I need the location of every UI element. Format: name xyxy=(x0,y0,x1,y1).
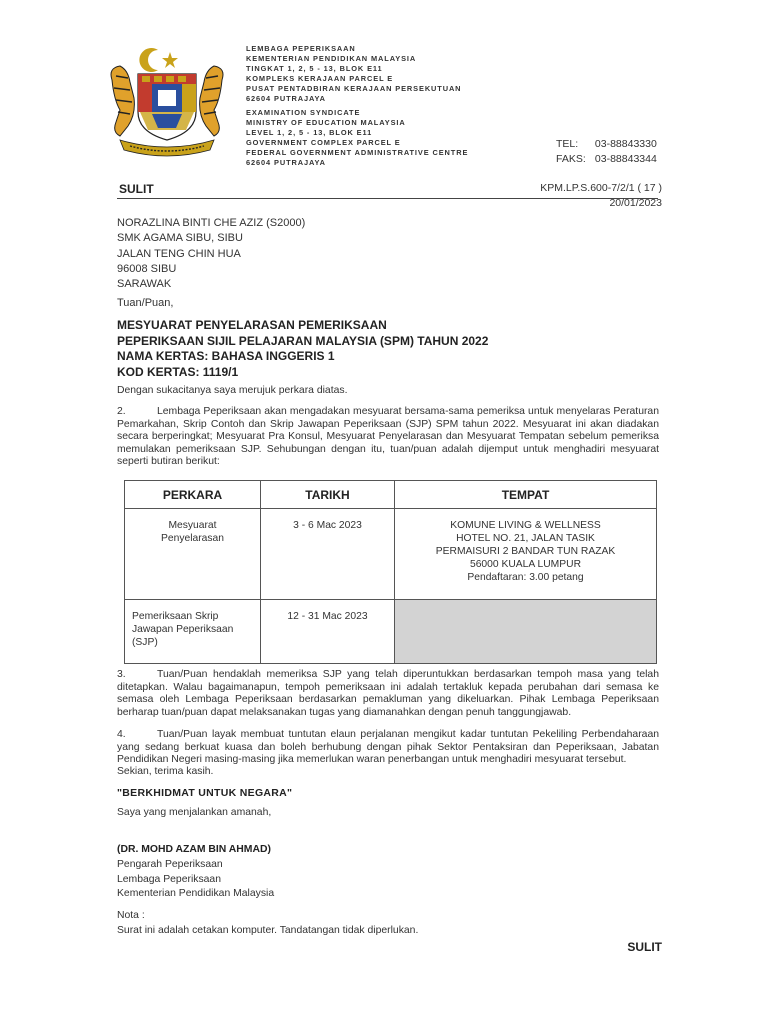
paragraph-3 xyxy=(117,669,659,719)
signatory-title: Kementerian Pendidikan Malaysia xyxy=(117,888,275,900)
reference-number: KPM.LP.S.600-7/2/1 ( 17 ) xyxy=(540,182,662,194)
header-line: MINISTRY OF EDUCATION MALAYSIA xyxy=(246,118,406,127)
column-header-tarikh: TARIKH xyxy=(261,481,395,509)
paragraph-number: 3. xyxy=(117,669,126,680)
tel-line xyxy=(556,137,657,152)
subject-heading xyxy=(117,318,488,380)
fax-value: 03-88843344 xyxy=(594,153,657,165)
header-line: FEDERAL GOVERNMENT ADMINISTRATIVE CENTRE xyxy=(246,148,469,157)
header-en-address xyxy=(246,108,468,168)
paragraph-number: 2. xyxy=(117,406,126,417)
coat-of-arms-logo xyxy=(106,40,228,160)
signatory-name: (DR. MOHD AZAM BIN AHMAD) xyxy=(117,844,271,855)
column-header-perkara: PERKARA xyxy=(125,481,261,509)
subject-line: PEPERIKSAAN SIJIL PELAJARAN MALAYSIA (SPM) TAHUN 2022 xyxy=(117,333,489,348)
cell-tarikh: 3 - 6 Mac 2023 xyxy=(261,509,395,600)
venue-line: PERMAISURI 2 BANDAR TUN RAZAK xyxy=(435,546,616,557)
paragraph-text: Tuan/Puan layak membuat tuntutan elaun perjalanan mengikut kadar tuntutan Pekeliling Perbendaharaan yang sedang berkuat kuasa dan boleh berhubung dengan pihak Sektor Pentaksiran dan Peperiksaan, Jabatan Pendidikan Negeri masing-masing jika memerlukan waran penerbangan untuk menghadiri mesyuarat tersebut. xyxy=(117,729,659,766)
recipient-line: JALAN TENG CHIN HUA xyxy=(117,247,241,260)
table-header-row xyxy=(125,481,657,509)
closing-line: Sekian, terima kasih. xyxy=(117,766,214,777)
recipient-line: SARAWAK xyxy=(117,278,172,291)
meeting-table xyxy=(124,480,657,664)
header-line: TINGKAT 1, 2, 5 - 13, BLOK E11 xyxy=(246,64,383,73)
signatory-title: Pengarah Peperiksaan xyxy=(117,858,223,870)
note-text: Surat ini adalah cetakan komputer. Tandatangan tidak diperlukan. xyxy=(117,924,419,936)
header-bm-address xyxy=(246,44,461,104)
intro-paragraph: Dengan sukacitanya saya merujuk perkara diatas. xyxy=(117,385,348,396)
header-line: PUSAT PENTADBIRAN KERAJAAN PERSEKUTUAN xyxy=(246,84,462,93)
subject-line: MESYUARAT PENYELARASAN PEMERIKSAAN xyxy=(117,318,387,332)
paragraph-2 xyxy=(117,406,659,469)
recipient-address xyxy=(117,216,305,292)
header-line: LEVEL 1, 2, 5 - 13, BLOK E11 xyxy=(246,128,373,137)
classification-top: SULIT xyxy=(119,182,154,196)
tel-label: TEL: xyxy=(556,138,579,150)
cell-perkara: Pemeriksaan Skrip Jawapan Peperiksaan (SJP) xyxy=(125,600,261,664)
signatory-title: Lembaga Peperiksaan xyxy=(117,873,221,885)
amanah-line: Saya yang menjalankan amanah, xyxy=(117,807,272,818)
signatory-block xyxy=(117,843,274,902)
subject-line: KOD KERTAS: 1119/1 xyxy=(117,364,239,379)
column-header-tempat: TEMPAT xyxy=(395,481,657,509)
header-line: KOMPLEKS KERAJAAN PARCEL E xyxy=(246,74,394,83)
contact-block xyxy=(556,137,657,167)
table-row xyxy=(125,509,657,600)
recipient-line: 96008 SIBU xyxy=(117,262,177,275)
table-row xyxy=(125,600,657,664)
reference-block xyxy=(540,181,662,211)
header-line: 62604 PUTRAJAYA xyxy=(246,158,326,167)
header-line: KEMENTERIAN PENDIDIKAN MALAYSIA xyxy=(246,54,417,63)
cell-text: Mesyuarat Penyelarasan xyxy=(161,520,224,544)
recipient-line: SMK AGAMA SIBU, SIBU xyxy=(117,232,243,245)
header-line: LEMBAGA PEPERIKSAAN xyxy=(246,44,356,53)
salutation: Tuan/Puan, xyxy=(117,297,174,309)
venue-line: HOTEL NO. 21, JALAN TASIK xyxy=(456,533,595,544)
paragraph-text: Tuan/Puan hendaklah memeriksa SJP yang telah diperuntukkan berdasarkan tempoh masa yang telah ditetapkan. Walau bagaimanapun, tempoh pemeriksaan ini adalah tertakluk kepada perubahan dari semasa ke semasa oleh Lembaga Peperiksaan berdasarkan pemakluman yang dikeluarkan. Pihak Lembaga Peperiksaan berharap tuan/puan dapat melaksanakan tugas yang diamanahkan dengan penuh tanggungjawab. xyxy=(117,669,659,718)
paragraph-text: Lembaga Peperiksaan akan mengadakan mesyuarat bersama-sama pemeriksa untuk menyelaras Peraturan Pemarkahan, Skrip Contoh dan Skrip Jawapan Peperiksaan (SJP) SPM tahun 2022. Mesyuarat ini akan diadakan secara berperingkat; Mesyuarat Pra Konsul, Mesyuarat Penyelarasan dan Mesyuarat Tempatan sebelum pemeriksa memulakan pemeriksaan SJP. Sehubungan dengan itu, tuan/puan adalah dijemput untuk menghadiri mesyuarat seperti butiran berikut: xyxy=(117,406,659,468)
venue-line: Pendaftaran: 3.00 petang xyxy=(467,572,584,583)
cell-tempat-shaded xyxy=(395,600,657,664)
venue-line: KOMUNE LIVING & WELLNESS xyxy=(450,520,601,531)
paragraph-number: 4. xyxy=(117,729,126,740)
paragraph-4 xyxy=(117,729,659,767)
note-label: Nota : xyxy=(117,910,145,921)
cell-perkara xyxy=(125,509,261,600)
header-line: EXAMINATION SYNDICATE xyxy=(246,108,361,117)
recipient-line: NORAZLINA BINTI CHE AZIZ (S2000) xyxy=(117,217,306,229)
venue-line: 56000 KUALA LUMPUR xyxy=(469,559,582,570)
motto: "BERKHIDMAT UNTUK NEGARA" xyxy=(117,787,293,799)
classification-bottom: SULIT xyxy=(627,940,662,954)
subject-line: NAMA KERTAS: BAHASA INGGERIS 1 xyxy=(117,349,335,364)
fax-label: FAKS: xyxy=(556,153,586,165)
fax-line xyxy=(556,152,657,167)
letter-date: 20/01/2023 xyxy=(609,197,662,209)
note-block xyxy=(117,909,418,939)
tel-value: 03-88843330 xyxy=(594,138,657,150)
cell-tempat xyxy=(395,509,657,600)
header-line: 62604 PUTRAJAYA xyxy=(246,94,326,103)
cell-tarikh: 12 - 31 Mac 2023 xyxy=(261,600,395,664)
header-line: GOVERNMENT COMPLEX PARCEL E xyxy=(246,138,401,147)
